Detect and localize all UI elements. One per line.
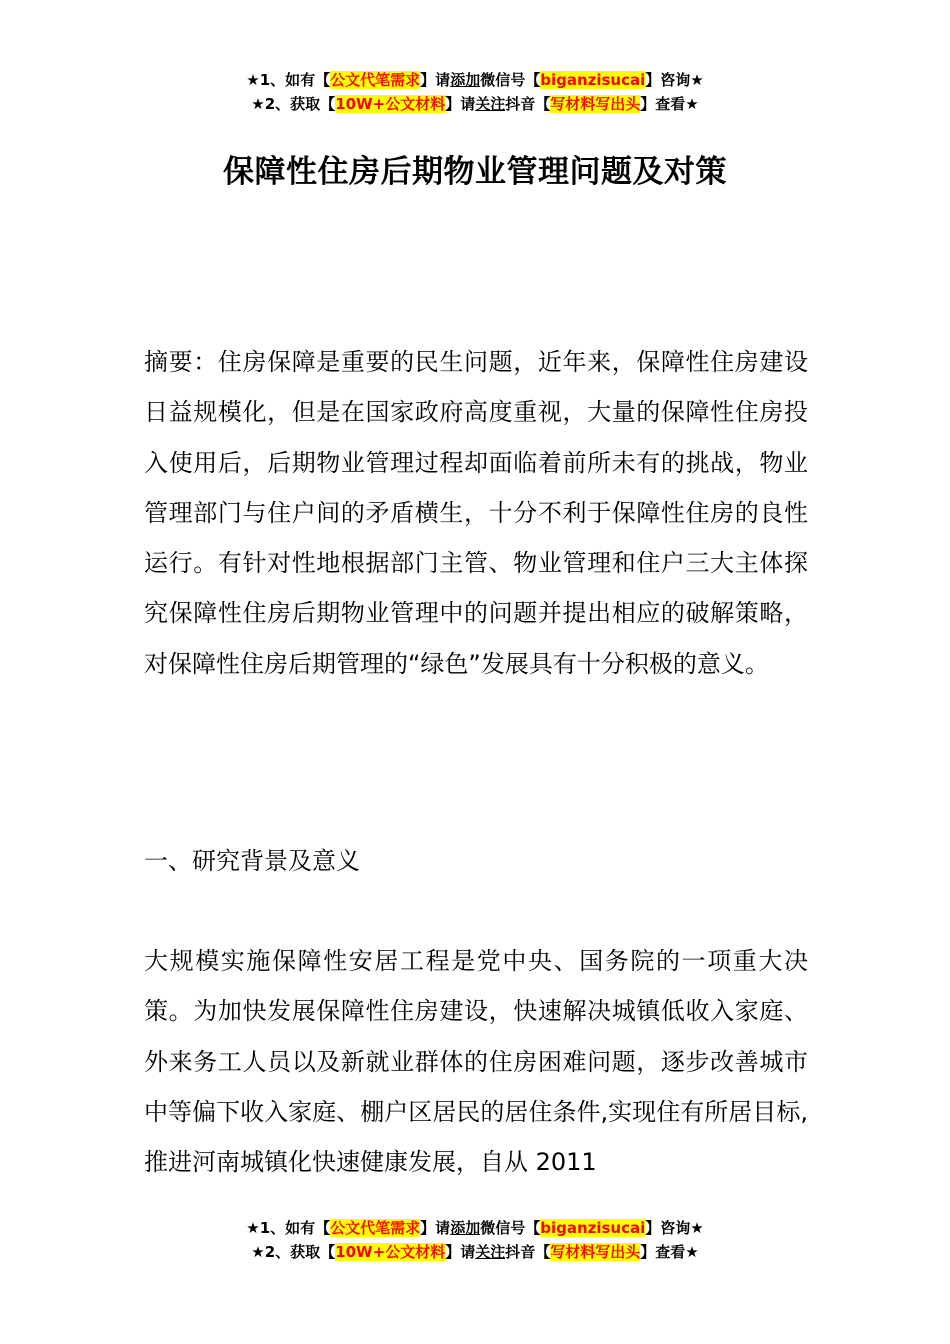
section-heading: 一、研究背景及意义 (144, 847, 360, 875)
document-title: 保障性住房后期物业管理问题及对策 (223, 154, 727, 190)
banner-text: 】请 (420, 1219, 451, 1237)
banner-highlight: 写材料写出头 (550, 1243, 641, 1261)
banner-line-1 (0, 1216, 950, 1240)
banner-highlight: biganzisucai (540, 1219, 646, 1237)
banner-underline: 关注 (475, 95, 506, 113)
banner-underline: 添加 (450, 1219, 481, 1237)
banner-text: 微信号【 (480, 71, 541, 89)
banner-text: 】查看★ (640, 95, 699, 113)
banner-text: ★2、获取【 (251, 1243, 336, 1261)
banner-highlight: 10W+公文材料 (335, 95, 446, 113)
banner-highlight: 公文代笔需求 (330, 71, 421, 89)
bottom-banner (0, 1216, 950, 1264)
banner-text: 微信号【 (480, 1219, 541, 1237)
body-paragraph: 大规模实施保障性安居工程是党中央、国务院的一项重大决策。为加快发展保障性住房建设，快速解决城镇低收入家庭、外来务工人员以及新就业群体的住房困难问题，逐步改善城市中等偏下收入家庭、棚户区居民的居住条件,实现住有所居目标,推进河南城镇化快速健康发展，自从 2011 (144, 947, 808, 1177)
banner-text: 】请 (445, 95, 476, 113)
banner-text: 】请 (420, 71, 451, 89)
banner-text: 】咨询★ (645, 1219, 704, 1237)
banner-underline: 关注 (475, 1243, 506, 1261)
banner-line-2 (0, 92, 950, 116)
top-banner (0, 68, 950, 116)
banner-text: 抖音【 (505, 1243, 551, 1261)
banner-highlight: 10W+公文材料 (335, 1243, 446, 1261)
banner-line-1 (0, 68, 950, 92)
banner-text: 抖音【 (505, 95, 551, 113)
banner-text: 】查看★ (640, 1243, 699, 1261)
banner-text: 】咨询★ (645, 71, 704, 89)
banner-text: ★1、如有【 (246, 71, 331, 89)
banner-highlight: 公文代笔需求 (330, 1219, 421, 1237)
banner-highlight: biganzisucai (540, 71, 646, 89)
abstract-paragraph: 摘要：住房保障是重要的民生问题，近年来，保障性住房建设日益规模化，但是在国家政府高度重视，大量的保障性住房投入使用后，后期物业管理过程却面临着前所未有的挑战，物业管理部门与住户间的矛盾横生，十分不利于保障性住房的良性运行。有针对性地根据部门主管、物业管理和住户三大主体探究保障性住房后期物业管理中的问题并提出相应的破解策略，对保障性住房后期管理的“绿色”发展具有十分积极的意义。 (144, 348, 808, 678)
banner-underline: 添加 (450, 71, 481, 89)
banner-text: ★2、获取【 (251, 95, 336, 113)
banner-highlight: 写材料写出头 (550, 95, 641, 113)
banner-text: ★1、如有【 (246, 1219, 331, 1237)
banner-text: 】请 (445, 1243, 476, 1261)
banner-line-2 (0, 1240, 950, 1264)
